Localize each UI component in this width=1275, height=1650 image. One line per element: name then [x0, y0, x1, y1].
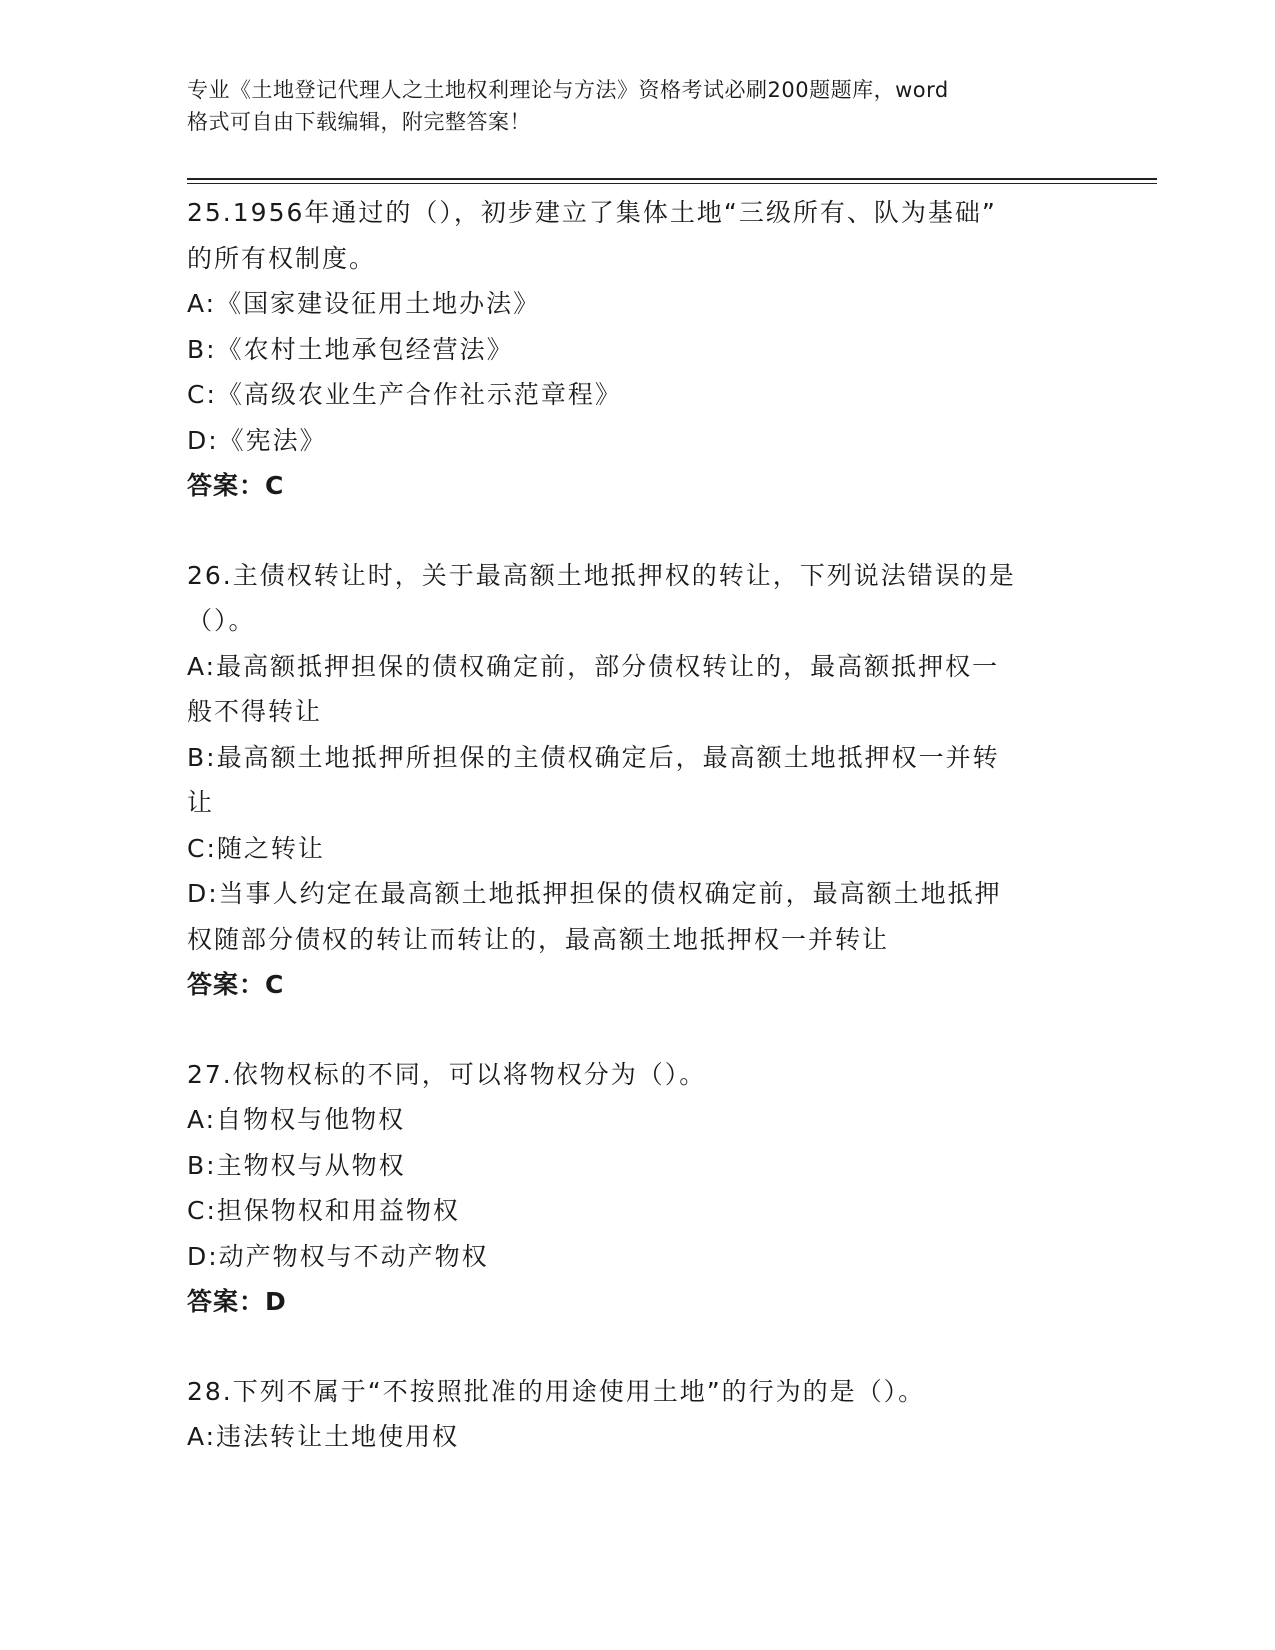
option-d: D:动产物权与不动产物权 [187, 1241, 489, 1271]
option-a: A:违法转让土地使用权 [187, 1422, 460, 1451]
option-b: B:最高额土地抵押所担保的主债权确定后，最高额土地抵押权一并转 [187, 742, 1000, 772]
answer: 答案：D [187, 1287, 287, 1316]
option-d: D:《宪法》 [187, 425, 327, 455]
question-stem-continued: 的所有权制度。 [187, 243, 377, 273]
option-a: A:自物权与他物权 [187, 1105, 406, 1134]
question-25 [187, 190, 1087, 509]
question-list [187, 190, 1087, 1504]
document-header [187, 74, 1067, 138]
question-stem: 27.依物权标的不同，可以将物权分为（）。 [187, 1059, 707, 1089]
option-b-continued: 让 [187, 788, 215, 817]
question-stem-continued: （）。 [187, 606, 256, 635]
question-26 [187, 553, 1087, 1008]
option-a: A:最高额抵押担保的债权确定前，部分债权转让的，最高额抵押权一 [187, 651, 1000, 681]
header-line-1: 专业《土地登记代理人之土地权利理论与方法》资格考试必刷200题题库，word [187, 78, 949, 102]
option-a: A:《国家建设征用土地办法》 [187, 289, 541, 318]
question-27 [187, 1052, 1087, 1325]
option-c: C:随之转让 [187, 833, 325, 863]
option-b: B:《农村土地承包经营法》 [187, 334, 514, 364]
answer: 答案：C [187, 471, 285, 500]
question-stem: 26.主债权转让时，关于最高额土地抵押权的转让，下列说法错误的是 [187, 560, 1016, 590]
header-line-2: 格式可自由下载编辑，附完整答案！ [187, 110, 531, 134]
question-28 [187, 1369, 1087, 1460]
option-c: C:担保物权和用益物权 [187, 1196, 460, 1225]
option-b: B:主物权与从物权 [187, 1150, 406, 1180]
option-d: D:当事人约定在最高额土地抵押担保的债权确定前，最高额土地抵押 [187, 879, 1002, 908]
option-c: C:《高级农业生产合作社示范章程》 [187, 380, 622, 409]
option-d-continued: 权随部分债权的转让而转让的，最高额土地抵押权一并转让 [187, 924, 890, 954]
header-divider [187, 178, 1157, 184]
question-stem: 25.1956年通过的（），初步建立了集体土地“三级所有、队为基础” [187, 198, 997, 227]
answer: 答案：C [187, 970, 285, 999]
option-a-continued: 般不得转让 [187, 697, 323, 726]
question-stem: 28.下列不属于“不按照批准的用途使用土地”的行为的是（）。 [187, 1376, 926, 1406]
